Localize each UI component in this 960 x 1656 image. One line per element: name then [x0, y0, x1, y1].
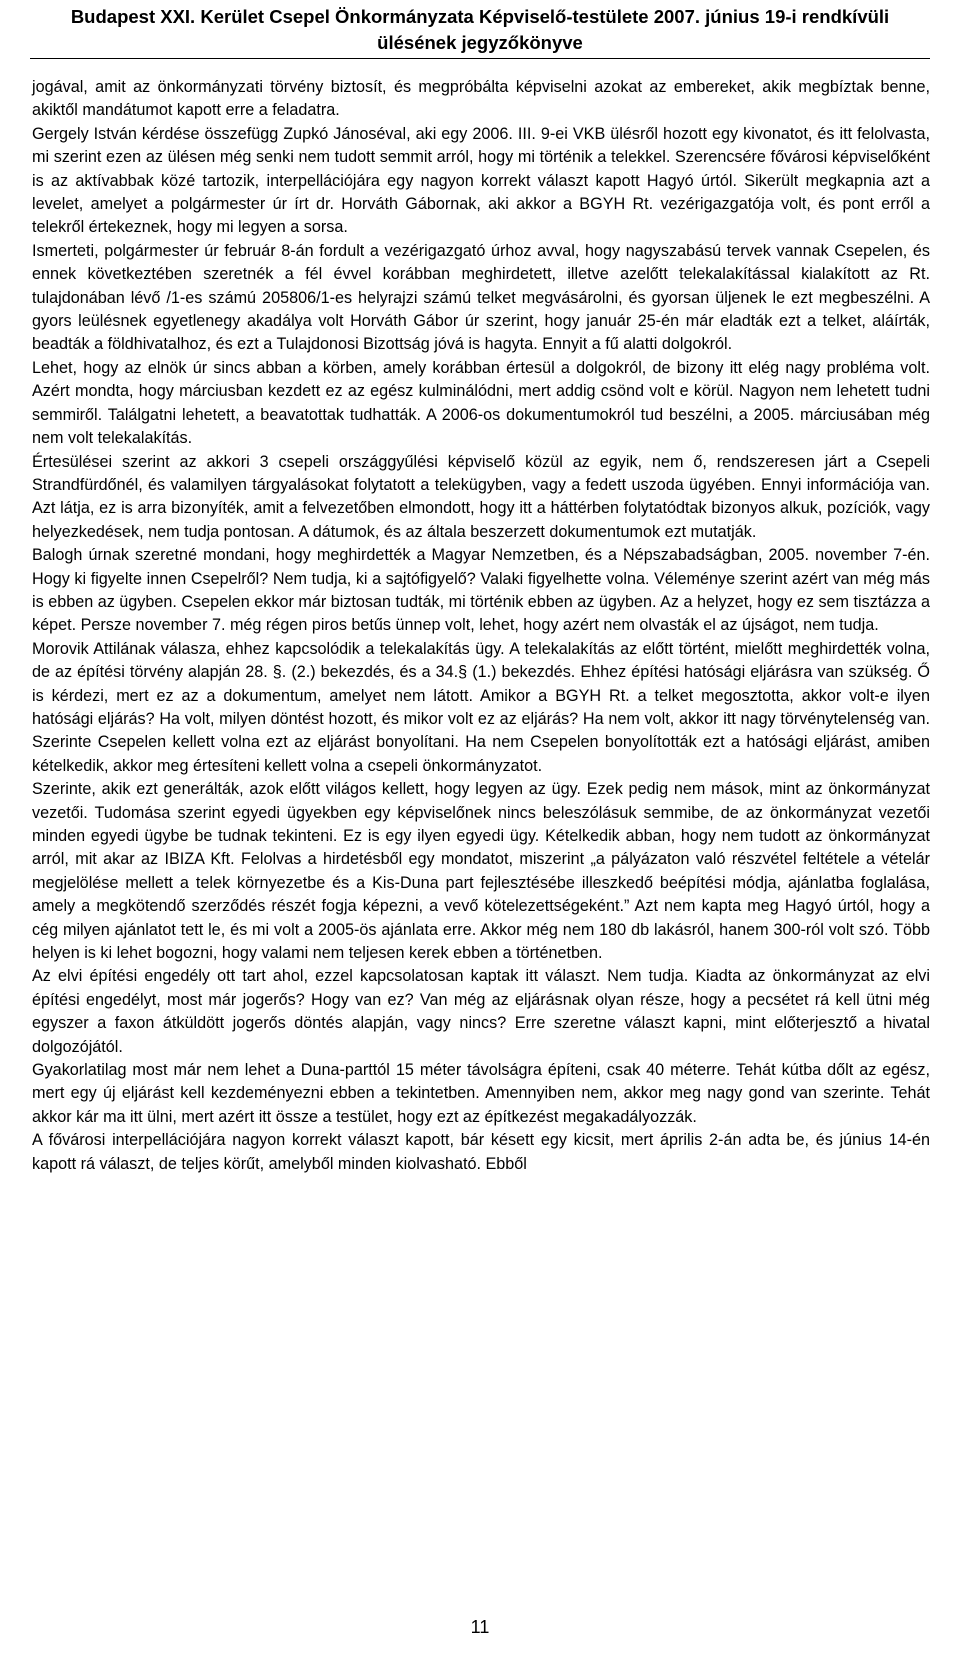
paragraph-4: Lehet, hogy az elnök úr sincs abban a körben, amely korábban értesül a dolgokról, de bizony itt elég nagy probléma volt. Azért mondta, hogy márciusban kezdett ez az egész kulminálódni, mert addig csönd volt e körül. Nagyon nem lehetett tudni semmiről. Találgatni lehetett, a beavatottak tudhatták. A 2006-os dokumentumokról tud beszélni, a 2005. márciusában még nem volt telekalakítás. [32, 358, 930, 448]
paragraph-2: Gergely István kérdése összefügg Zupkó Jánoséval, aki egy 2006. III. 9-ei VKB ülésről hozott egy kivonatot, és itt felolvasta, mi szerint ezen az ülésen még senki nem tudott semmit arról, hogy mi történik a telekkel. Szerencsére fővárosi képviselőként is az aktívabbak közé tartozik, interpellációjára egy nagyon korrekt választ kapott Hagyó úrtól. Sikerült megkapnia azt a levelet, amelyet a polgármester úr írt dr. Horváth Gábornak, aki akkor a BGYH Rt. vezérigazgatója volt, és pont erről a telekről értekeznek, hogy mi legyen a sorsa. [32, 124, 930, 237]
header-line-2: ülésének jegyzőkönyve [377, 32, 583, 53]
paragraph-7: Morovik Attilának válasza, ehhez kapcsolódik a telekalakítás ügy. A telekalakítás az előtt történt, mielőtt meghirdették volna, de az építési törvény alapján 28. §. (2.) bekezdés, és a 34.§ (1.) bekezdés. Ehhez építési hatósági eljárásra van szükség. Ő is kérdezi, mert ez az a dokumentum, amelyet nem látott. Amikor a BGYH Rt. a telket megosztotta, akkor volt-e ilyen hatósági eljárás? Ha volt, milyen döntést hozott, és mikor volt ez az eljárás? Ha nem volt, akkor itt nagy törvénytelenség van. Szerinte Csepelen kellett volna ezt az eljárást bonyolítani. Ha nem Csepelen bonyolították ezt a hatósági eljárást, amiben kételkedik, akkor meg értesíteni kellett volna a csepeli önkormányzatot. [32, 639, 930, 775]
document-body [32, 76, 930, 1176]
paragraph-5: Értesülései szerint az akkori 3 csepeli országgyűlési képviselő közül az egyik, nem ő, rendszeresen járt a Csepeli Strandfürdőnél, és valamilyen tárgyalásokat folytatott a telekügyben, vagy a fedett uszoda ügyében. Ennyi információja van. Azt látja, ez is arra bizonyíték, amit a felvezetőben elmondott, hogy itt a háttérben folytatódtak bizonyos alkuk, pozíciók, vagy helyezkedések, nem tudja pontosan. A dátumok, és az általa beszerzett dokumentumok ezt mutatják. [32, 452, 930, 541]
header-line-1: Budapest XXI. Kerület Csepel Önkormányzata Képviselő-testülete 2007. június 19-i rendkívüli [70, 6, 890, 27]
paragraph-10: Gyakorlatilag most már nem lehet a Duna-parttól 15 méter távolságra építeni, csak 40 méterre. Tehát kútba dőlt az egész, mert egy új eljárást kell kezdeményezni ebben a tekintetben. Amennyiben nem, akkor meg nagy gond van szerinte. Tehát akkor kár ma itt ülni, mert azért itt össze a testület, hogy ezt az építkezést megakadályozzák. [32, 1061, 930, 1126]
header-divider [30, 58, 930, 59]
paragraph-8: Szerinte, akik ezt generálták, azok előtt világos kellett, hogy legyen az ügy. Ezek pedig nem mások, mint az önkormányzat vezetői. Tudomása szerint egyedi ügyekben egy képviselőnek nincs beleszólásuk semmibe, de az önkormányzat vezetői minden egyedi ügybe be tudnak tekinteni. Ez is egy ilyen egyedi ügy. Kételkedik abban, hogy nem tudott az önkormányzat arról, mit akar az IBIZA Kft. Felolvas a hirdetésből egy mondatot, miszerint „a pályázaton való részvétel feltétele a vételár megjelölése mellett a telek környezetbe és a Kis-Duna part fejlesztésébe illeszkedő beépítési módja, ajánlatba foglalása, amely a megkötendő szerződés részét fogja képezni, a vevő kötelezettségeként.” Azt nem kapta meg Hagyó úrtól, hogy a cég milyen ajánlatot tett le, és mi volt a 2005-ös ajánlata erre. Akkor még nem 180 db lakásról, hanem 300-ról volt szó. Több helyen is ki lehet bogozni, hogy valami nem teljesen kerek ebben a történetben. [32, 780, 930, 963]
paragraph-11: A fővárosi interpellációjára nagyon korrekt választ kapott, bár késett egy kicsit, mert április 2-án adta be, és június 14-én kapott rá választ, de teljes körűt, amelyből minden kiolvasható. Ebből [32, 1131, 930, 1173]
page-number: 11 [470, 1617, 490, 1637]
paragraph-3: Ismerteti, polgármester úr február 8-án fordult a vezérigazgató úrhoz avval, hogy nagyszabású tervek vannak Csepelen, és ennek következtében szeretnék a fél évvel korábban meghirdetett, illetve azelőtt telekalakítással kialakított az Rt. tulajdonában lévő /1-es számú 205806/1-es helyrajzi számú telket megvásárolni, és gyorsan üljenek le ezt megbeszélni. A gyors leülésnek egyetlenegy akadálya volt Horváth Gábor úr szerint, hogy január 25-én már eladták ezt a telket, aláírták, beadták a földhivatalhoz, és ezt a Tulajdonosi Bizottság jóvá is hagyta. Ennyit a fű alatti dolgokról. [32, 241, 930, 354]
document-header [30, 4, 930, 56]
paragraph-6: Balogh úrnak szeretné mondani, hogy meghirdették a Magyar Nemzetben, és a Népszabadságban, 2005. november 7-én. Hogy ki figyelte innen Csepelről? Nem tudja, ki a sajtófigyelő? Valaki figyelhette volna. Véleménye szerint azért van még más is ebben az ügyben. Csepelen ekkor már biztosan tudták, mi történik ebben az ügyben. Az a helyzet, hogy ez sem tisztázza a képet. Persze november 7. még régen piros betűs ünnep volt, lehet, hogy azért nem olvasták el az újságot, nem tudja. [32, 546, 931, 635]
paragraph-1: jogával, amit az önkormányzati törvény biztosít, és megpróbálta képviselni azokat az embereket, akik megbíztak benne, akiktől mandátumot kapott erre a feladatra. [32, 78, 930, 120]
paragraph-9: Az elvi építési engedély ott tart ahol, ezzel kapcsolatosan kaptak itt választ. Nem tudja. Kiadta az önkormányzat az elvi építési engedélyt, most már jogerős? Hogy van ez? Van még az eljárásnak olyan része, hogy a pecsétet rá kell ütni még egyszer a faxon átküldött jogerős döntés alapján, vagy nincs? Erre szeretne választ kapni, mint előterjesztő a hivatal dolgozójától. [32, 967, 930, 1056]
